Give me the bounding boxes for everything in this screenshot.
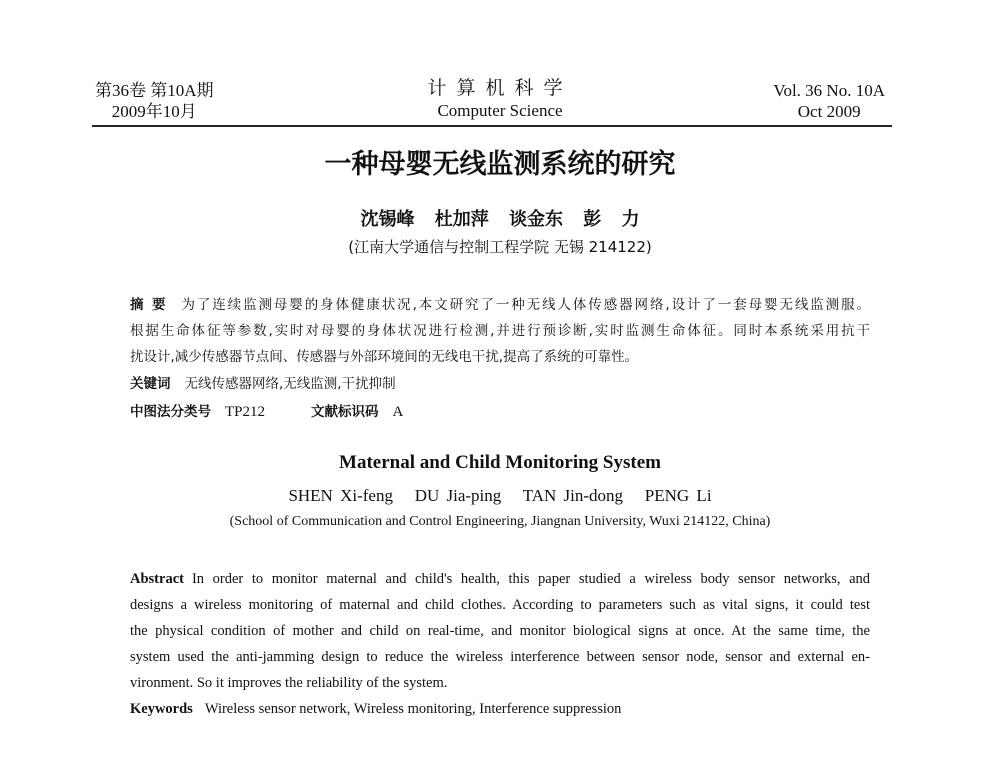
abstract-cn-text: 为了连续监测母婴的身体健康状况,本文研究了一种无线人体传感器网络,设计了一套母婴无线监测服。 <box>181 297 870 313</box>
keywords-cn-label: 关键词 <box>130 376 171 392</box>
issue-date: 2009年10月 <box>111 102 197 121</box>
abstract-en-text: In order to monitor maternal and child's health, this paper studied a wireless body sensor networks, and <box>191 571 870 587</box>
paper-title-en: Maternal and Child Monitoring System <box>339 452 661 473</box>
volume-en: Vol. 36 No. 10A <box>773 81 885 100</box>
keywords-en-value: Wireless sensor network, Wireless monitoring, Interference suppression <box>204 701 622 717</box>
abstract-en-label: Abstract <box>130 571 184 587</box>
abstract-en-line: vironment. So it improves the reliability of the system. <box>130 675 448 691</box>
date-en: Oct 2009 <box>797 102 861 121</box>
journal-name-cn: 计算机科学 <box>427 78 573 99</box>
abstract-en-line <box>130 571 870 588</box>
keywords-en <box>130 701 870 718</box>
authors-cn: 沈锡峰 杜加萍 谈金东 彭 力 <box>360 209 640 230</box>
header-rule <box>92 125 892 127</box>
keywords-cn-value: 无线传感器网络,无线监测,干扰抑制 <box>184 376 396 392</box>
abstract-cn-label: 摘 要 <box>130 297 168 313</box>
paper-title-cn: 一种母婴无线监测系统的研究 <box>324 149 676 180</box>
abstract-en-line: the physical condition of mother and child on real-time, and monitor biological signs at once. At the same time, the <box>130 623 870 639</box>
abstract-cn-line: 根据生命体征等参数,实时对母婴的身体状况进行检测,并进行预诊断,实时监测生命体征。同时本系统采用抗干 <box>130 323 870 339</box>
abstract-en-line: system used the anti-jamming design to reduce the wireless interference between sensor node, sensor and external en- <box>130 649 870 665</box>
affiliation-cn: (江南大学通信与控制工程学院 无锡 214122) <box>348 238 652 256</box>
keywords-cn <box>130 372 396 392</box>
doc-code-label: 文献标识码 <box>311 404 379 420</box>
authors-en: SHEN Xi-feng DU Jia-ping TAN Jin-dong PENG Li <box>288 486 712 505</box>
classification-label: 中图法分类号 <box>130 404 211 420</box>
doc-code-value: A <box>392 404 404 420</box>
journal-name-en: Computer Science <box>437 101 563 120</box>
classification <box>130 400 403 421</box>
abstract-cn-line <box>130 293 870 313</box>
journal-name <box>400 78 600 122</box>
issue-volume: 第36卷 第10A期 <box>95 81 214 100</box>
affiliation-en: (School of Communication and Control Engineering, Jiangnan University, Wuxi 214122, China) <box>229 514 771 529</box>
issue-info-en <box>773 80 885 122</box>
keywords-en-label: Keywords <box>130 701 193 717</box>
abstract-en-line: designs a wireless monitoring of maternal and child clothes. According to parameters such as vital signs, it could test <box>130 597 870 613</box>
issue-info <box>95 80 214 122</box>
classification-value: TP212 <box>225 404 266 420</box>
abstract-cn-line: 扰设计,减少传感器节点间、传感器与外部环境间的无线电干扰,提高了系统的可靠性。 <box>130 349 639 365</box>
